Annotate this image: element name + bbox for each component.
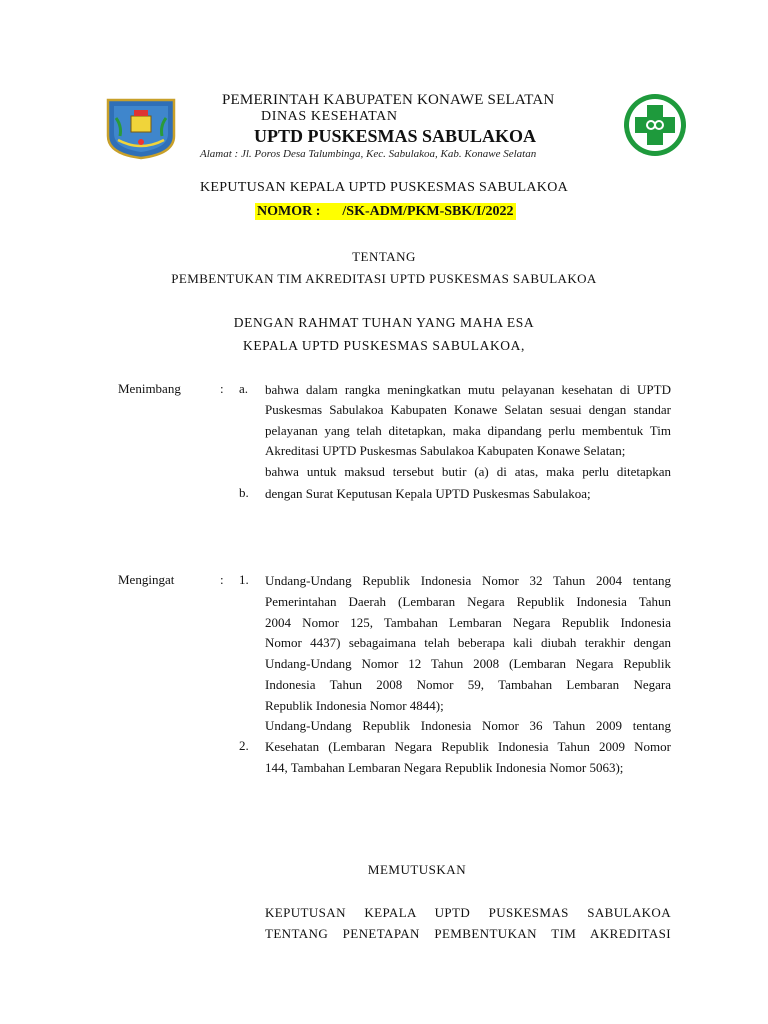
mengingat-line: Undang-Undang Republik Indonesia Nomor 36 Tahun 2009 tentang <box>265 718 671 733</box>
head-heading: KEPALA UPTD PUSKESMAS SABULAKOA, <box>242 338 525 353</box>
menimbang-line: Puskesmas Sabulakoa Kabupaten Konawe Selatan sesuai dengan standar <box>265 402 671 417</box>
tentang-heading: TENTANG <box>352 249 416 264</box>
mengingat-line: Undang-Undang Republik Indonesia Nomor 32 Tahun 2004 tentang <box>265 573 671 588</box>
mengingat-marker-2: 2. <box>239 738 249 753</box>
mengingat-colon: : <box>220 572 224 587</box>
invocation-heading: DENGAN RAHMAT TUHAN YANG MAHA ESA <box>233 315 535 330</box>
menimbang-marker-b: b. <box>239 485 249 500</box>
menimbang-marker-a: a. <box>239 381 249 396</box>
decree-number <box>255 203 516 220</box>
memutuskan-heading: MEMUTUSKAN <box>367 862 467 877</box>
decree-title: KEPUTUSAN KEPALA UPTD PUSKESMAS SABULAKOA <box>199 180 569 195</box>
mengingat-line: 2004 Nomor 125, Tambahan Lembaran Negara Republik Indonesia <box>265 615 671 630</box>
mengingat-line: Kesehatan (Lembaran Negara Republik Indonesia Tahun 2009 Nomor <box>265 739 671 754</box>
menimbang-line: Akreditasi UPTD Puskesmas Sabulakoa Kabupaten Konawe Selatan; <box>265 443 626 458</box>
nomor-label: NOMOR : <box>257 204 321 219</box>
mengingat-label: Mengingat <box>118 572 175 587</box>
mengingat-line: 144, Tambahan Lembaran Negara Republik Indonesia Nomor 5063); <box>265 760 624 775</box>
mengingat-marker-1: 1. <box>239 572 249 587</box>
puskesmas-logo <box>621 91 689 159</box>
menimbang-line: dengan Surat Keputusan Kepala UPTD Puskesmas Sabulakoa; <box>265 486 591 501</box>
menimbang-line: bahwa untuk maksud tersebut butir (a) di atas, maka perlu ditetapkan <box>265 464 671 479</box>
menimbang-colon: : <box>220 381 224 396</box>
kop-institution: UPTD PUSKESMAS SABULAKOA <box>254 126 537 146</box>
kop-government: PEMERINTAH KABUPATEN KONAWE SELATAN <box>222 92 555 108</box>
subject-heading: PEMBENTUKAN TIM AKREDITASI UPTD PUSKESMAS SABULAKOA <box>171 271 597 286</box>
mengingat-line: Pemerintahan Daerah (Lembaran Negara Republik Indonesia Tahun <box>265 594 671 609</box>
kop-agency: DINAS KESEHATAN <box>261 109 398 124</box>
memutuskan-line: KEPUTUSAN KEPALA UPTD PUSKESMAS SABULAKOA <box>265 905 671 920</box>
nomor-value: /SK-ADM/PKM-SBK/I/2022 <box>342 204 514 219</box>
menimbang-label: Menimbang <box>118 381 181 396</box>
kop-address: Alamat : Jl. Poros Desa Talumbinga, Kec. Sabulakoa, Kab. Konawe Selatan <box>200 148 537 160</box>
mengingat-line: Indonesia Tahun 2008 Nomor 59, Tambahan Lembaran Negara <box>265 677 671 692</box>
memutuskan-line: TENTANG PENETAPAN PEMBENTUKAN TIM AKREDITASI <box>265 926 671 941</box>
menimbang-line: bahwa dalam rangka meningkatkan mutu pelayanan kesehatan di UPTD <box>265 382 671 397</box>
menimbang-line: pelayanan yang telah ditetapkan, maka dipandang perlu membentuk Tim <box>265 423 671 438</box>
mengingat-line: Undang-Undang Nomor 12 Tahun 2008 (Lembaran Negara Republik <box>265 656 671 671</box>
mengingat-line: Nomor 4437) sebagaimana telah beberapa kali diubah terakhir dengan <box>265 635 671 650</box>
mengingat-line: Republik Indonesia Nomor 4844); <box>265 698 444 713</box>
konawe-selatan-emblem <box>104 96 178 160</box>
